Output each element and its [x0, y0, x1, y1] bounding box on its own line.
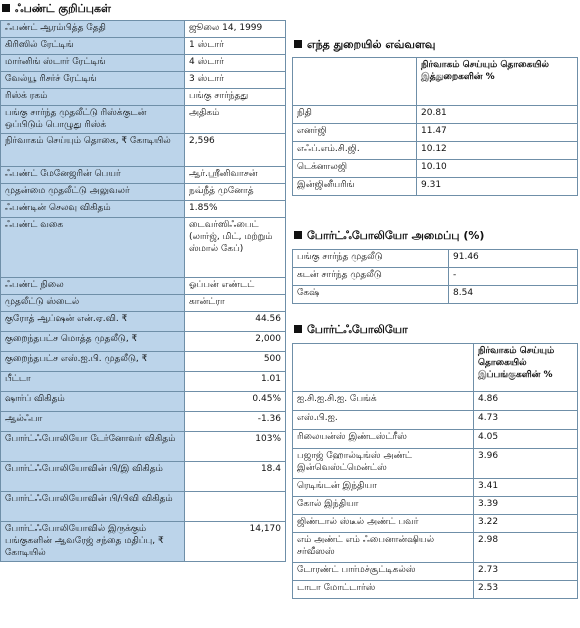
allocation-percent: 91.46 — [449, 250, 578, 268]
fund-info-row — [1, 134, 286, 167]
fund-info-value: 2,596 — [185, 134, 286, 167]
portfolio-row — [293, 497, 578, 515]
fund-info-row — [1, 312, 286, 332]
sector-title: எந்த துறையில் எவ்வளவு — [307, 38, 436, 51]
sector-row — [293, 124, 578, 142]
stock-name: எஸ்.பி.ஐ. — [293, 411, 474, 430]
fund-info-value: 44.56 — [185, 312, 286, 332]
stock-name: பஜாஜ் ஹோல்டிங்ஸ் அண்ட் இன்வெஸ்ட்மென்ட்ஸ் — [293, 449, 474, 479]
fund-info-label: போர்ட்ஃபோலியோ டேர்னோவர் விகிதம் — [1, 432, 185, 462]
fund-info-label: மார்னிங் ஸ்டார் ரேட்டிங் — [1, 55, 185, 72]
portfolio-row — [293, 411, 578, 430]
fund-info-row — [1, 21, 286, 38]
allocation-table — [292, 249, 578, 304]
fund-info-label: முதன்மை முதலீட்டு அலுவலர் — [1, 184, 185, 201]
sector-heading — [294, 38, 435, 53]
sector-row — [293, 106, 578, 124]
fund-info-value: 1.85% — [185, 201, 286, 218]
stock-name: எம் அண்ட் எம் ஃபைனான்ஷியல் சர்வீஸஸ் — [293, 533, 474, 563]
fund-info-value: ஓப்பன் எண்டட் — [185, 278, 286, 295]
sector-percent: 11.47 — [417, 124, 578, 142]
stock-percent: 2.53 — [474, 581, 578, 599]
stock-name: டோரண்ட் பார்மச்சூட்டிகல்ஸ் — [293, 563, 474, 581]
fund-info-value: 14,170 — [185, 522, 286, 562]
stock-name: ஐ.சி.ஐ.சி.ஐ. பேங்க் — [293, 392, 474, 411]
fund-info-label: ஃபண்ட் வகை — [1, 218, 185, 278]
stock-percent: 4.86 — [474, 392, 578, 411]
sector-name: எனர்ஜி — [293, 124, 417, 142]
fund-info-row — [1, 55, 286, 72]
fund-info-label: வேல்யூ ரிசர்ச் ரேட்டிங் — [1, 72, 185, 89]
stock-name: டாடா மோட்டார்ஸ் — [293, 581, 474, 599]
allocation-row — [293, 250, 578, 268]
square-bullet-icon — [2, 4, 10, 12]
portfolio-row — [293, 581, 578, 599]
portfolio-header-cell: ஃபண்ட் வைத்திருக்கும் டாப் 10 பங்குகள் — [293, 344, 474, 392]
fund-info-row — [1, 201, 286, 218]
fund-info-value: 18.4 — [185, 462, 286, 492]
portfolio-row — [293, 430, 578, 449]
fund-info-label: ஃபண்ட் ஆரம்பித்த தேதி — [1, 21, 185, 38]
fund-info-value — [185, 492, 286, 522]
allocation-heading — [294, 229, 484, 244]
portfolio-header-cell: நிர்வாகம் செய்யும் தொகையில் இப்பங்குகளின் % — [474, 344, 578, 392]
stock-percent: 3.39 — [474, 497, 578, 515]
fund-info-row — [1, 432, 286, 462]
fund-info-value: 4 ஸ்டார் — [185, 55, 286, 72]
fund-info-row — [1, 332, 286, 352]
fund-info-value: 500 — [185, 352, 286, 372]
fund-info-value: பங்கு சார்ந்தது — [185, 89, 286, 106]
fund-info-value: 3 ஸ்டார் — [185, 72, 286, 89]
fund-info-label: ஆல்ஃபா — [1, 412, 185, 432]
sector-percent: 20.81 — [417, 106, 578, 124]
sector-header — [293, 58, 578, 106]
fund-info-value: நவ்நீத் முனோத் — [185, 184, 286, 201]
fund-info-row — [1, 72, 286, 89]
fund-info-label: போர்ட்ஃபோலியோவின் பி/இ விகிதம் — [1, 462, 185, 492]
sector-percent: 10.12 — [417, 142, 578, 160]
fund-info-label: ஷார்ப் விகிதம் — [1, 392, 185, 412]
fund-info-row — [1, 38, 286, 55]
fund-info-row — [1, 89, 286, 106]
fund-info-row — [1, 392, 286, 412]
fund-info-label: ஃபண்ட் நிலை — [1, 278, 185, 295]
fund-info-value: ஆர்.ஸ்ரீனிவாசன் — [185, 167, 286, 184]
fund-info-row — [1, 295, 286, 312]
portfolio-row — [293, 533, 578, 563]
stock-percent: 2.98 — [474, 533, 578, 563]
sector-row — [293, 142, 578, 160]
portfolio-heading — [294, 323, 408, 338]
fund-info-row — [1, 372, 286, 392]
fund-info-value: ஜூலை 14, 1999 — [185, 21, 286, 38]
fund-info-table — [0, 20, 286, 562]
portfolio-row — [293, 479, 578, 497]
fund-info-value: கான்ட்ரா — [185, 295, 286, 312]
stock-percent: 3.41 — [474, 479, 578, 497]
fund-info-label: ஃபண்டின் செலவு விகிதம் — [1, 201, 185, 218]
sector-header-cell: ஃபண்ட் வைத்திருக்கும் டாப் 5 துறைகள் — [293, 58, 417, 106]
fund-info-row — [1, 167, 286, 184]
stock-percent: 2.73 — [474, 563, 578, 581]
fund-info-row — [1, 462, 286, 492]
fund-info-label: பீட்டா — [1, 372, 185, 392]
fund-info-label: போர்ட்ஃபோலியோவில் இருக்கும் பங்குகளின் ஆவரேஜ் சந்தை மதிப்பு, ₹ கோடியில் — [1, 522, 185, 562]
fund-info-label: குறைந்தபட்ச எஸ்.ஐ.பி. முதலீடு, ₹ — [1, 352, 185, 372]
stock-percent: 3.96 — [474, 449, 578, 479]
portfolio-title: போர்ட்ஃபோலியோ — [307, 323, 408, 336]
allocation-title: போர்ட்ஃபோலியோ அமைப்பு (%) — [307, 229, 485, 242]
fund-info-value: 1 ஸ்டார் — [185, 38, 286, 55]
portfolio-row — [293, 392, 578, 411]
fund-info-label: முதலீட்டு ஸ்டைல் — [1, 295, 185, 312]
fund-info-title: ஃபண்ட் குறிப்புகள் — [15, 2, 111, 15]
sector-header-cell: நிர்வாகம் செய்யும் தொகையில் இத்துறைகளின் % — [417, 58, 578, 106]
fund-info-row — [1, 412, 286, 432]
fund-info-label: குரோத் ஆப்ஷன் என்.ஏ.வி. ₹ — [1, 312, 185, 332]
fund-info-row — [1, 492, 286, 522]
allocation-name: பங்கு சார்ந்த முதலீடு — [293, 250, 449, 268]
portfolio-row — [293, 449, 578, 479]
stock-percent: 3.22 — [474, 515, 578, 533]
allocation-percent: - — [449, 268, 578, 286]
sector-table — [292, 57, 578, 196]
sector-name: நிதி — [293, 106, 417, 124]
square-bullet-icon — [294, 40, 302, 48]
sector-name: இன்ஜினீயரிங் — [293, 178, 417, 196]
fund-info-label: ரிஸ்க் ரகம் — [1, 89, 185, 106]
fund-info-row — [1, 352, 286, 372]
fund-info-row — [1, 218, 286, 278]
fund-info-value: டைவர்ஸிஃபைட் (லார்ஜ், மிட், மற்றும் ஸ்மால் கேப்) — [185, 218, 286, 278]
sector-name: டெக்னாலஜி — [293, 160, 417, 178]
stock-percent: 4.05 — [474, 430, 578, 449]
fund-info-label: பங்கு சார்ந்த முதலீட்டு ரிஸ்க்குடன் ஒப்பிடும் பொழுது ரிஸ்க் — [1, 106, 185, 134]
allocation-name: கடன் சார்ந்த முதலீடு — [293, 268, 449, 286]
fund-info-value: -1.36 — [185, 412, 286, 432]
stock-name: ரிலையன்ஸ் இண்டஸ்ட்ரீஸ் — [293, 430, 474, 449]
fund-info-heading — [2, 2, 111, 17]
fund-info-label: குறைந்தபட்ச மொத்த முதலீடு, ₹ — [1, 332, 185, 352]
fund-info-label: ஃபண்ட் மேனேஜரின் பெயர் — [1, 167, 185, 184]
sector-row — [293, 160, 578, 178]
square-bullet-icon — [294, 231, 302, 239]
sector-percent: 9.31 — [417, 178, 578, 196]
stock-name: ஜிண்டால் ஸ்டீல் அண்ட் பவர் — [293, 515, 474, 533]
fund-info-value: 2,000 — [185, 332, 286, 352]
fund-info-label: போர்ட்ஃபோலியோவின் பி/பிவி விகிதம் — [1, 492, 185, 522]
stock-name: ரெடிங்டன் இந்தியா — [293, 479, 474, 497]
fund-info-row — [1, 522, 286, 562]
allocation-row — [293, 286, 578, 304]
sector-percent: 10.10 — [417, 160, 578, 178]
fund-info-row — [1, 184, 286, 201]
allocation-name: கேஷ் — [293, 286, 449, 304]
fund-info-value: 0.45% — [185, 392, 286, 412]
portfolio-table — [292, 343, 578, 599]
fund-info-value: அதிகம் — [185, 106, 286, 134]
portfolio-header — [293, 344, 578, 392]
portfolio-row — [293, 563, 578, 581]
fund-info-row — [1, 106, 286, 134]
fund-info-row — [1, 278, 286, 295]
allocation-row — [293, 268, 578, 286]
portfolio-row — [293, 515, 578, 533]
fund-info-label: நிர்வாகம் செய்யும் தொகை, ₹ கோடியில் — [1, 134, 185, 167]
fund-info-value: 1.01 — [185, 372, 286, 392]
fund-info-value: 103% — [185, 432, 286, 462]
square-bullet-icon — [294, 325, 302, 333]
allocation-percent: 8.54 — [449, 286, 578, 304]
stock-name: கோல் இந்தியா — [293, 497, 474, 515]
stock-percent: 4.73 — [474, 411, 578, 430]
sector-row — [293, 178, 578, 196]
fund-info-label: கிரிஸில் ரேட்டிங் — [1, 38, 185, 55]
sector-name: எஃப்.எம்.சி.ஜி. — [293, 142, 417, 160]
